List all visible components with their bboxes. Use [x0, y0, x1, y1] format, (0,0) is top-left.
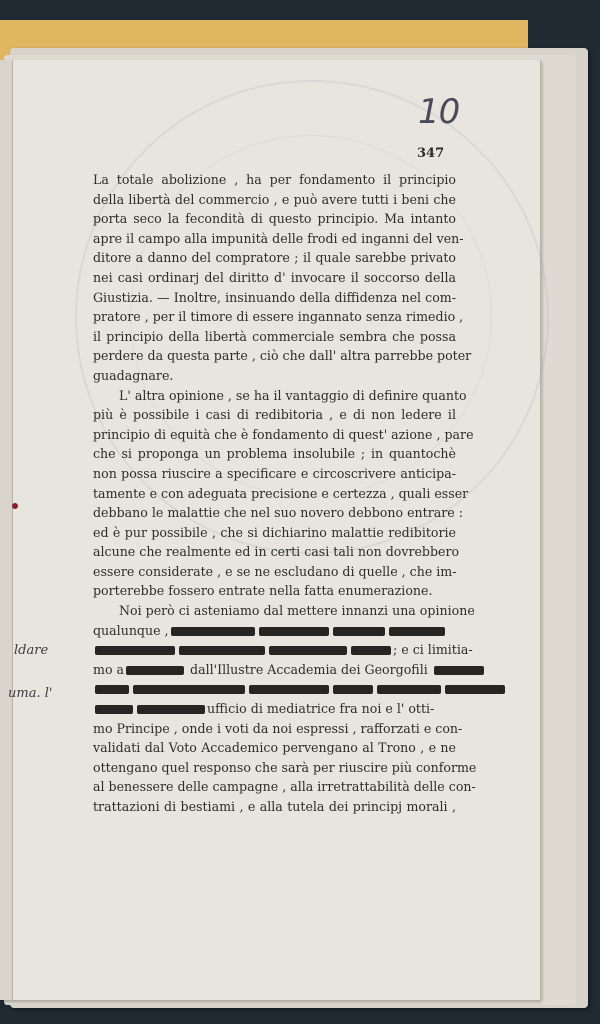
text-fragment: apre il campo alla impunità delle frodi ed inganni del ven- — [93, 230, 464, 246]
text-fragment: Noi però ci asteniamo dal mettere innanzi una opinione — [119, 603, 475, 619]
text-fragment: ; e ci limitia- — [393, 642, 473, 658]
text-line — [93, 562, 456, 582]
redaction-bar — [95, 705, 133, 714]
text-line — [93, 503, 463, 523]
text-line — [93, 386, 467, 406]
text-fragment: trattazioni di bestiami , e alla tutela dei principj morali , — [93, 799, 456, 814]
redaction-bar — [377, 685, 441, 694]
text-fragment: dall'Illustre Accademia dei Georgofili — [186, 661, 432, 677]
text-fragment: il principio della libertà commerciale sembra che possa — [93, 328, 456, 344]
text-fragment: debbano le malattie che nel suo novero debbono entrare : — [93, 505, 463, 521]
text-fragment: validati dal Voto Accademico pervengano al Trono , e ne — [93, 740, 456, 756]
text-fragment: più è possibile i casi di redibitoria , e di non ledere il — [93, 407, 456, 423]
text-line — [93, 366, 456, 386]
text-fragment: mo Principe , onde i voti da noi espressi , rafforzati e con- — [93, 720, 463, 736]
redaction-bar — [133, 685, 245, 694]
redaction-bar — [137, 705, 205, 714]
text-line — [93, 621, 456, 641]
text-fragment: perdere da questa parte , ciò che dall' altra parrebbe poter — [93, 348, 472, 364]
redaction-bar — [351, 646, 391, 655]
text-line — [93, 758, 477, 778]
redaction-bar — [269, 646, 347, 655]
text-fragment: Giustizia. — Inoltre, insinuando della diffidenza nel com- — [93, 289, 456, 305]
text-fragment: al benessere delle campagne , alla irretrattabilità delle con- — [93, 779, 476, 795]
body-text — [93, 170, 477, 817]
text-fragment: ufficio di mediatrice fra noi e l' otti- — [207, 701, 435, 717]
redaction-bar — [445, 685, 505, 694]
text-fragment: che si proponga un problema insolubile ; in quantochè — [93, 446, 456, 462]
text-line — [93, 327, 456, 347]
text-fragment: ottengano quel responso che sarà per riuscire più conforme — [93, 759, 477, 775]
redaction-bar — [259, 627, 329, 636]
text-line — [93, 581, 456, 601]
text-fragment: essere considerate , e se ne escludano di quelle , che im- — [93, 563, 457, 579]
text-fragment: porterebbe fossero entrate nella fatta enumerazione. — [93, 583, 433, 599]
text-fragment: qualunque , — [93, 622, 169, 638]
redaction-bar — [126, 666, 184, 675]
text-line — [93, 640, 473, 660]
text-line — [93, 719, 463, 739]
text-fragment: tamente e con adeguata precisione e certezza , quali esser — [93, 485, 469, 501]
text-line — [93, 268, 456, 288]
text-line — [93, 542, 460, 562]
text-fragment: principio di equità che è fondamento di quest' azione , pare — [93, 426, 474, 442]
text-fragment: nei casi ordinarj del diritto d' invocare il soccorso della — [93, 269, 456, 285]
text-fragment: della libertà del commercio , e può avere tutti i beni che — [93, 191, 456, 207]
text-line — [93, 346, 472, 366]
redaction-bar — [95, 646, 175, 655]
redaction-bar — [171, 627, 255, 636]
text-line — [93, 699, 456, 719]
text-line — [93, 601, 475, 621]
text-line — [93, 425, 474, 445]
text-fragment: L' altra opinione , se ha il vantaggio di definire quanto — [119, 387, 467, 403]
text-line — [93, 209, 456, 229]
text-fragment: La totale abolizione , ha per fondamento il principio — [93, 172, 456, 187]
redaction-bar — [179, 646, 265, 655]
page-number: 347 — [417, 146, 445, 161]
text-fragment: alcune che realmente ed in certi casi tali non dovrebbero — [93, 544, 460, 560]
redaction-bar — [389, 627, 445, 636]
redaction-bar — [95, 685, 129, 694]
binding-strip — [0, 60, 13, 1000]
handwritten-folio-number: 10 — [418, 92, 460, 132]
text-line — [93, 229, 464, 249]
redaction-bar — [434, 666, 484, 675]
text-fragment: ditore a danno del compratore ; il quale sarebbe privato — [93, 250, 456, 266]
text-line — [93, 464, 456, 484]
text-line — [93, 405, 456, 425]
text-line — [93, 190, 456, 210]
text-line — [93, 679, 456, 699]
text-line — [93, 288, 456, 308]
text-line — [93, 170, 456, 190]
text-line — [93, 660, 456, 680]
text-line — [93, 738, 456, 758]
redaction-bar — [249, 685, 329, 694]
ink-stain — [12, 503, 18, 509]
text-line — [93, 444, 456, 464]
redaction-bar — [333, 685, 373, 694]
margin-note-1: ldare — [14, 643, 49, 658]
text-fragment: ed è pur possibile , che si dichiarino malattie redibitorie — [93, 524, 456, 540]
margin-note-2: uma. l' — [8, 686, 53, 701]
text-fragment: non possa riuscire a specificare e circoscrivere anticipa- — [93, 465, 456, 481]
text-line — [93, 777, 476, 797]
text-line — [93, 307, 464, 327]
text-fragment: guadagnare. — [93, 367, 174, 383]
text-fragment: mo a — [93, 661, 125, 677]
text-line — [93, 484, 469, 504]
redaction-bar — [333, 627, 385, 636]
text-line — [93, 523, 456, 543]
text-line — [93, 248, 456, 268]
text-line — [93, 797, 456, 817]
text-fragment: porta seco la fecondità di questo principio. Ma intanto — [93, 211, 456, 227]
text-fragment: pratore , per il timore di essere ingannato senza rimedio , — [93, 309, 464, 325]
